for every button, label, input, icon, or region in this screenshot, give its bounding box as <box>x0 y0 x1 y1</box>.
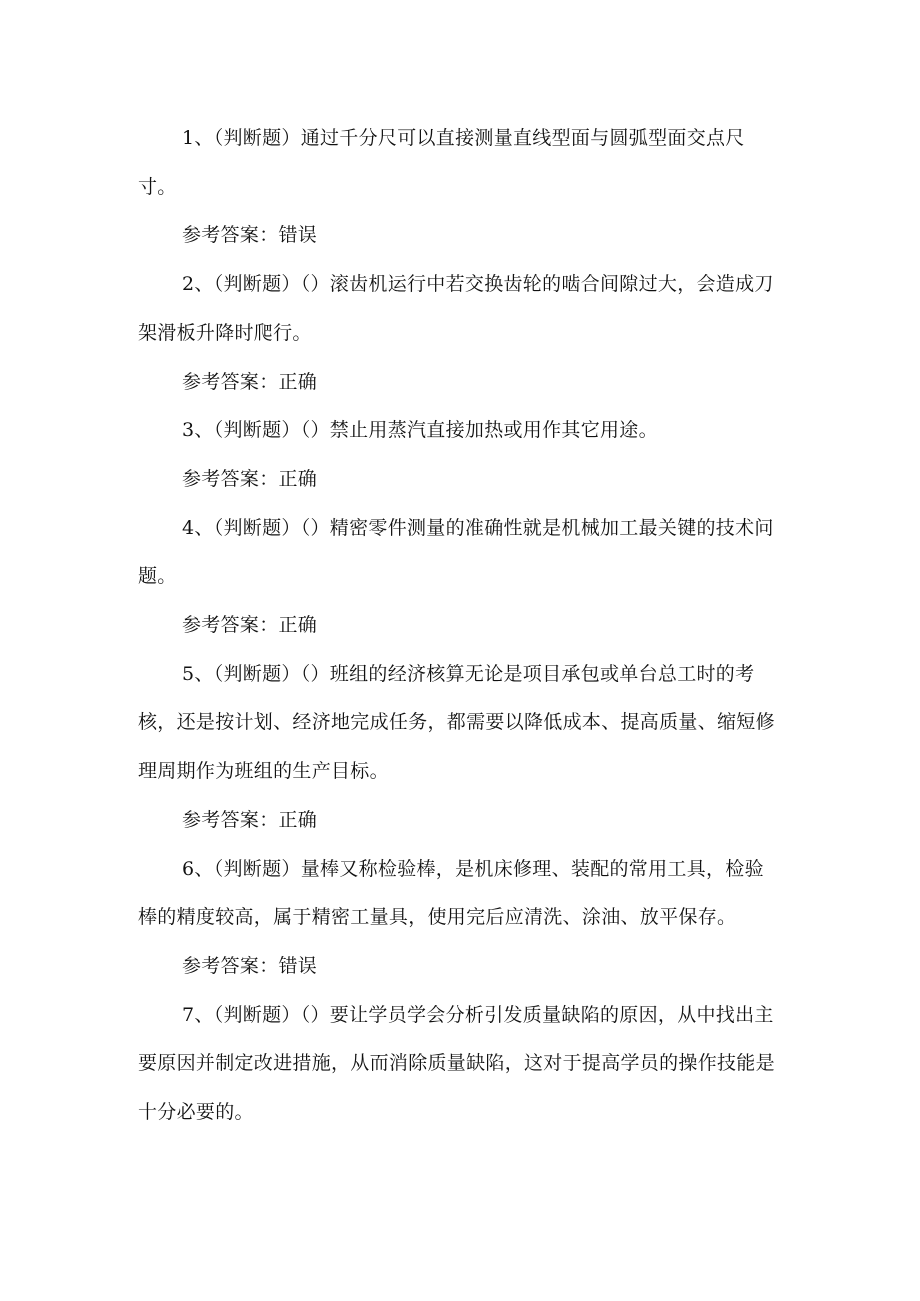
reference-answer: 参考答案：正确 <box>182 467 318 490</box>
question-item <box>138 650 778 845</box>
question-text: 6、（判断题）量棒又称检验棒，是机床修理、装配的常用工具，检验棒的精度较高，属于精密工量具，使用完后应清洗、涂油、放平保存。 <box>138 857 764 929</box>
question-item <box>138 406 778 503</box>
reference-answer: 参考答案：错误 <box>182 954 318 977</box>
question-list <box>138 114 778 1137</box>
reference-answer: 参考答案：错误 <box>182 224 318 247</box>
question-text: 5、（判断题）（）班组的经济核算无论是项目承包或单台总工时的考核，还是按计划、经济地完成任务，都需要以降低成本、提高质量、缩短修理周期作为班组的生产目标。 <box>138 662 775 783</box>
question-text: 4、（判断题）（）精密零件测量的准确性就是机械加工最关键的技术问题。 <box>138 516 774 588</box>
question-text: 1、（判断题）通过千分尺可以直接测量直线型面与圆弧型面交点尺寸。 <box>138 127 745 198</box>
reference-answer: 参考答案：正确 <box>182 370 318 393</box>
reference-answer: 参考答案：正确 <box>182 808 318 831</box>
question-item <box>138 845 778 991</box>
reference-answer: 参考答案：正确 <box>182 614 318 637</box>
question-text: 7、（判断题）（）要让学员学会分析引发质量缺陷的原因，从中找出主要原因并制定改进措施，从而消除质量缺陷，这对于提高学员的操作技能是十分必要的。 <box>138 1003 775 1124</box>
question-item <box>138 991 778 1137</box>
question-item <box>138 114 778 260</box>
question-item <box>138 504 778 650</box>
question-text: 2、（判断题）（）滚齿机运行中若交换齿轮的啮合间隙过大，会造成刀架滑板升降时爬行。 <box>138 273 774 344</box>
question-text: 3、（判断题）（）禁止用蒸汽直接加热或用作其它用途。 <box>182 419 658 442</box>
question-item <box>138 260 778 406</box>
